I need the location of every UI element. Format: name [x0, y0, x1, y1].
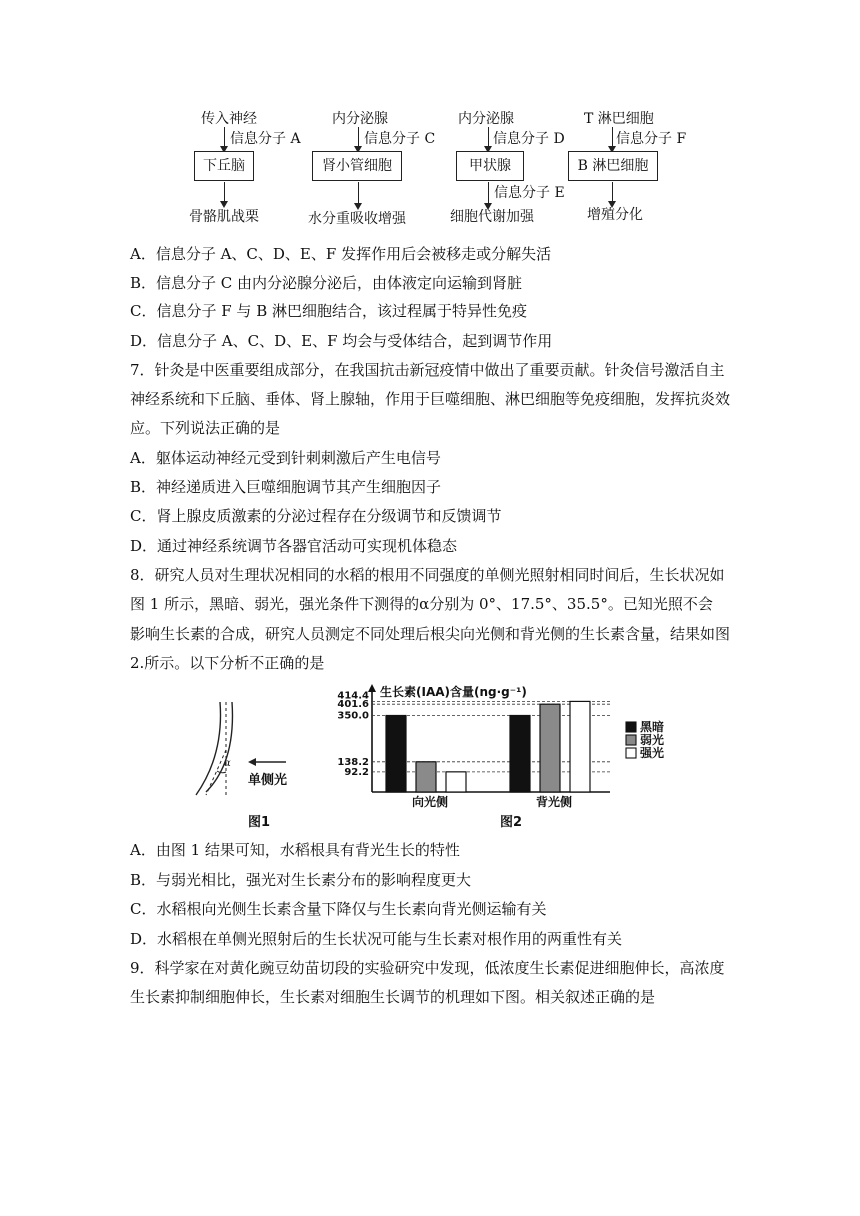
arrow-down-icon — [612, 182, 613, 202]
diagram-p1-box: 下丘脑 — [194, 151, 254, 181]
q8-option-d: D．水稻根在单侧光照射后的生长状况可能与生长素对根作用的两重性有关 — [130, 930, 623, 948]
diagram-p1-bottom: 骨骼肌战栗 — [189, 209, 259, 225]
q9-stem-line: 9．科学家在对黄化豌豆幼苗切段的实验研究中发现，低浓度生长素促进细胞伸长，高浓度 — [130, 959, 725, 977]
diagram-p1-top: 传入神经 — [201, 111, 257, 127]
q7-stem-line: 神经系统和下丘脑、垂体、肾上腺轴，作用于巨噬细胞、淋巴细胞等免疫细胞，发挥抗炎效 — [130, 390, 731, 408]
y-axis-arrow-icon — [368, 684, 376, 692]
bar — [570, 701, 590, 792]
diagram-p3-signal-in: 信息分子 D — [493, 131, 565, 147]
y-tick-label: 414.4 — [337, 690, 369, 702]
q8-stem-line: 2.所示。以下分析不正确的是 — [130, 654, 325, 672]
diagram-p2-box: 肾小管细胞 — [312, 151, 402, 181]
y-tick-label: 350.0 — [337, 710, 369, 722]
arrow-down-icon — [612, 127, 613, 147]
q6-option-a: A．信息分子 A、C、D、E、F 发挥作用后会被移走或分解失活 — [130, 245, 552, 263]
legend-label: 弱光 — [640, 733, 665, 747]
diagram-p3-top: 内分泌腺 — [458, 111, 514, 127]
q8-stem-line: 图 1 所示，黑暗、弱光，强光条件下测得的α分别为 0°、17.5°、35.5°。已知光照不会 — [130, 595, 713, 613]
chart-title: 生长素(IAA)含量(ng·g⁻¹) — [380, 685, 527, 699]
bar — [386, 715, 406, 792]
arrow-left-icon — [248, 758, 256, 766]
arrow-down-icon — [488, 127, 489, 147]
bar — [446, 772, 466, 792]
legend-label: 强光 — [640, 746, 665, 760]
q7-option-c: C．肾上腺皮质激素的分泌过程存在分级调节和反馈调节 — [130, 507, 502, 525]
bar — [416, 762, 436, 792]
legend-swatch — [626, 748, 636, 758]
arrow-down-icon — [358, 182, 359, 204]
bar — [540, 704, 560, 792]
legend-swatch — [626, 735, 636, 745]
y-tick-label: 92.2 — [344, 766, 369, 778]
root-outline-right — [206, 702, 232, 792]
q6-option-b: B．信息分子 C 由内分泌腺分泌后，由体液定向运输到肾脏 — [130, 274, 523, 292]
diagram-p4-bottom: 增殖分化 — [587, 207, 643, 223]
arrow-down-icon — [358, 127, 359, 147]
legend-swatch — [626, 722, 636, 732]
diagram-p4-signal: 信息分子 F — [616, 131, 687, 147]
root-outline-left — [196, 702, 221, 795]
fig1-light-label: 单侧光 — [248, 773, 288, 788]
diagram-p4-top: T 淋巴细胞 — [584, 111, 654, 127]
q8-option-a: A．由图 1 结果可知，水稻根具有背光生长的特性 — [130, 841, 460, 859]
fig2-caption: 图2 — [500, 815, 523, 830]
x-category-label: 向光侧 — [411, 795, 449, 808]
q7-option-d: D．通过神经系统调节各器官活动可实现机体稳态 — [130, 537, 458, 555]
q9-stem-line: 生长素抑制细胞伸长，生长素对细胞生长调节的机理如下图。相关叙述正确的是 — [130, 988, 656, 1006]
diagram-p3-signal-out: 信息分子 E — [494, 185, 565, 201]
x-category-label: 背光侧 — [535, 795, 573, 808]
q6-option-d: D．信息分子 A、C、D、E、F 均会与受体结合，起到调节作用 — [130, 332, 553, 350]
legend-label: 黑暗 — [640, 720, 665, 734]
diagram-p3-box: 甲状腺 — [456, 151, 524, 181]
q7-option-a: A．躯体运动神经元受到针刺刺激后产生电信号 — [130, 449, 441, 467]
fig1-caption: 图1 — [248, 815, 271, 830]
q8-option-b: B．与弱光相比，强光对生长素分布的影响程度更大 — [130, 871, 472, 889]
diagram-p2-bottom: 水分重吸收增强 — [308, 211, 406, 227]
q7-stem-line: 7．针灸是中医重要组成部分，在我国抗击新冠疫情中做出了重要贡献。针灸信号激活自主 — [130, 361, 725, 379]
arrow-down-icon — [224, 127, 225, 147]
diagram-p3-bottom: 细胞代谢加强 — [450, 209, 534, 225]
bar — [510, 715, 530, 792]
q8-stem-line: 影响生长素的合成，研究人员测定不同处理后根尖向光侧和背光侧的生长素含量，结果如图 — [130, 625, 731, 643]
diagram-p2-top: 内分泌腺 — [332, 111, 388, 127]
y-tick-label: 138.2 — [337, 756, 369, 768]
alpha-label: α — [224, 758, 231, 769]
arrow-down-icon — [488, 182, 489, 204]
q6-option-c: C．信息分子 F 与 B 淋巴细胞结合，该过程属于特异性免疫 — [130, 302, 527, 320]
y-tick-label: 401.6 — [337, 699, 369, 711]
diagram-p1-signal: 信息分子 A — [230, 131, 301, 147]
q8-option-c: C．水稻根向光侧生长素含量下降仅与生长素向背光侧运输有关 — [130, 900, 547, 918]
q7-stem-line: 应。下列说法正确的是 — [130, 419, 281, 437]
arrow-down-icon — [224, 182, 225, 202]
q7-option-b: B．神经递质进入巨噬细胞调节其产生细胞因子 — [130, 478, 442, 496]
q8-stem-line: 8．研究人员对生理状况相同的水稻的根用不同强度的单侧光照射相同时间后，生长状况如 — [130, 566, 725, 584]
diagram-p2-signal: 信息分子 C — [364, 131, 436, 147]
diagram-p4-box: B 淋巴细胞 — [568, 151, 658, 181]
iaa-bar-chart — [320, 684, 690, 808]
